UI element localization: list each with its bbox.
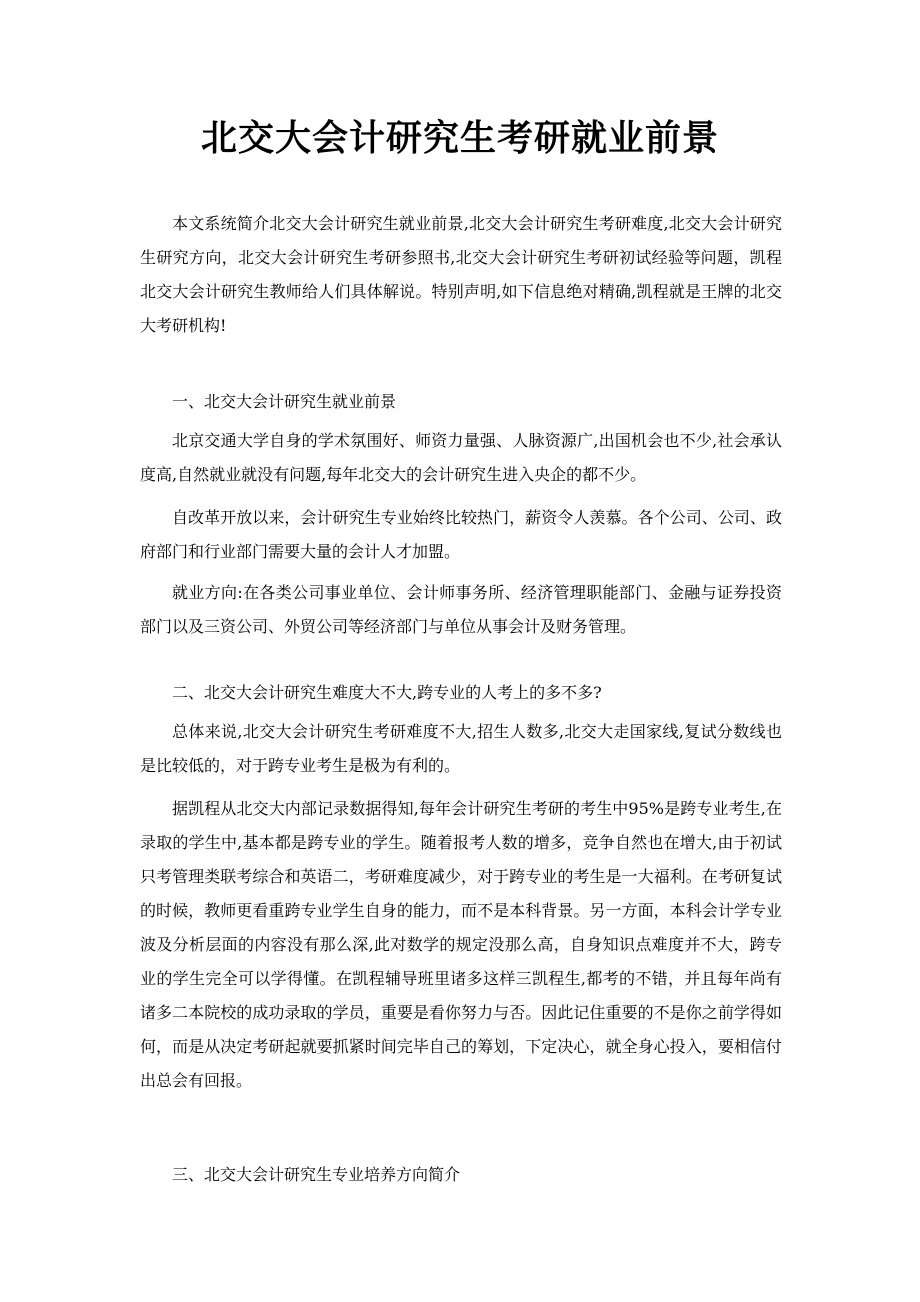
section-2-heading: 二、北交大会计研究生难度大不大,跨专业的人考上的多不多?: [172, 683, 602, 702]
section-3-heading: 三、北交大会计研究生专业培养方向简介: [172, 1165, 461, 1184]
section-1-paragraph-1: 北京交通大学自身的学术氛围好、师资力量强、人脉资源广,出国机会也不少,社会承认度高,自然就业就没有问题,每年北交大的会计研究生进入央企的都不少。: [140, 431, 782, 484]
document-title: 北交大会计研究生考研就业前景: [200, 117, 719, 159]
section-1-heading: 一、北交大会计研究生就业前景: [172, 392, 397, 411]
section-2-paragraph-1: 总体来说,北交大会计研究生考研难度不大,招生人数多,北交大走国家线,复试分数线也是比较低的，对于跨专业考生是极为有利的。: [140, 722, 782, 775]
intro-paragraph: 本文系统简介北交大会计研究生就业前景,北交大会计研究生考研难度,北交大会计研究生研究方向，北交大会计研究生考研参照书,北交大会计研究生考研初试经验等问题，凯程北交大会计研究生教师给人们具体解说。特别声明,如下信息绝对精确,凯程就是王牌的北交大考研机构!: [140, 214, 782, 335]
section-1-paragraph-3: 就业方向:在各类公司事业单位、会计师事务所、经济管理职能部门、金融与证券投资部门以及三资公司、外贸公司等经济部门与单位从事会计及财务管理。: [140, 583, 782, 636]
section-2-paragraph-2: 据凯程从北交大内部记录数据得知,每年会计研究生考研的考生中95%是跨专业考生,在录取的学生中,基本都是跨专业的学生。随着报考人数的增多，竞争自然也在增大,由于初试只考管理类联考综合和英语二，考研难度减少，对于跨专业的考生是一大福利。在考研复试的时候，教师更看重跨专业学生自身的能力，而不是本科背景。另一方面，本科会计学专业波及分析层面的内容没有那么深,此对数学的规定没那么高，自身知识点难度并不大，跨专业的学生完全可以学得懂。在凯程辅导班里诸多这样三凯程生,都考的不错，并且每年尚有诸多二本院校的成功录取的学员，重要是看你努力与否。因此记住重要的不是你之前学得如何，而是从决定考研起就要抓紧时间完毕自己的筹划，下定决心，就全身心投入，要相信付出总会有回报。: [140, 799, 782, 1090]
section-1-paragraph-2: 自改革开放以来，会计研究生专业始终比较热门，薪资令人羡慕。各个公司、公司、政府部门和行业部门需要大量的会计人才加盟。: [140, 508, 782, 561]
